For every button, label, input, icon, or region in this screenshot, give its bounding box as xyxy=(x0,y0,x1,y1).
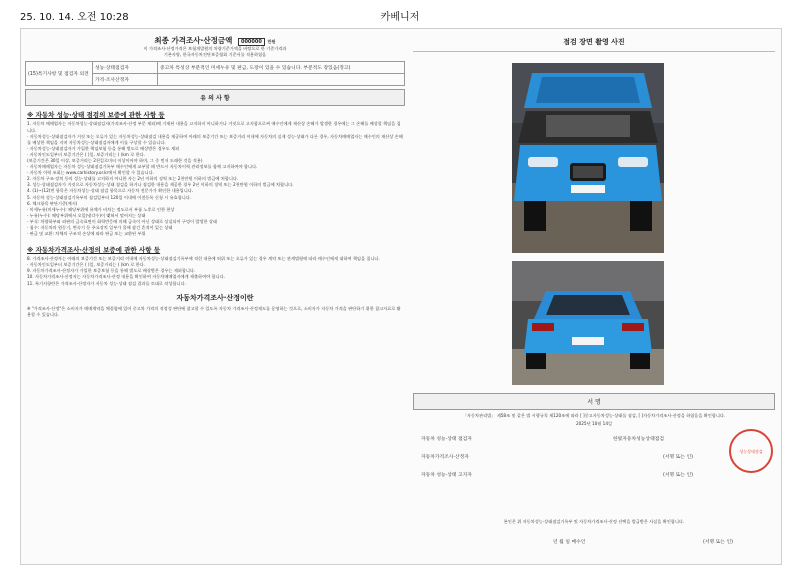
section2-item: · 자동차인도일부터 보증기간은 ( )일, 보증거리는 ( )km 로 한다. xyxy=(27,262,146,268)
price-unit: 만원 xyxy=(267,39,276,44)
sig-row1-value: 한빛자동차성능상태점검 xyxy=(613,437,664,443)
sig-row3-value: (서명 또는 인) xyxy=(663,473,693,479)
section2-title: ※ 자동차가격조사·산정의 보증에 관한 사항 등 xyxy=(27,246,161,255)
section1-item: · 침수: 자동차의 원동기, 변속기 등 주요장치 일부가 물에 잠긴 흔적이 있는 상태 xyxy=(27,225,173,230)
section1-title: ※ 자동차 성능·상태 점검의 보증에 관한 사항 등 xyxy=(27,111,165,120)
rear-photo-drawing xyxy=(512,261,664,385)
section2-item: 8. 가격조사·산정자는 아래의 보증기간 또는 보증거리 이내에 자동차성능·상태점검기록부에 적힌 내용에 허위 또는 오류가 있는 경우 계약 또는 관계법령에 따라 매수인에게 대하여 책임을 집니다. xyxy=(27,256,380,262)
photo-section-title: 점검 장면 촬영 사진 xyxy=(413,33,775,52)
final-section-text: ※ "가격조사·산정"은 소비자가 매매계약을 체결함에 있어 중고차 가격의 적정성 판단에 참고할 수 있도록 자동차 가격조사·산정제도를 운영하는 것으로, 소비자가 자동차 가격을 판단하기 위한 참고자료로 활용할 수 있습니다. xyxy=(27,305,401,317)
price-amount-box: 000000 xyxy=(238,38,265,46)
sig-row3-label: 자동차 성능·상태 고지자 xyxy=(421,473,472,479)
remarks-head: (15)특기사항 및 점검자 의견 xyxy=(26,62,93,86)
print-timestamp: 25. 10. 14. 오전 10:28 xyxy=(20,12,129,23)
section2-item: 11. 특기사항란은 가격조사·산정자가 자동차 성능·상태 점검 결과를 토대로 작성합니다. xyxy=(27,280,186,286)
section1-item: · 자동차매매업자는 자동차 성능·상태점검기록부 매수인에게 교부할 때 반드시 자동차이력 관리정보를 함께 고지하여야 합니다. xyxy=(27,164,258,170)
signature-section xyxy=(413,393,775,552)
receipt-confirm-text: 본인은 위 자동차성능·상태점검기록부 및 자동차가격조사·산정 선택을 발급받은 사실을 확인합니다. xyxy=(503,519,685,525)
section1-item: 1. 자동차 매매업자는 자동차성능·상태점검자(가격조사·산정 부문 제외)에 기재된 내용을 고지하지 아니하거나 거짓으로 고지함으로써 매수인에게 재산상 손해가 발생한 경우에는 그 손해를 배상할 책임을 집니다. xyxy=(27,121,401,133)
right-column xyxy=(413,33,775,559)
section1-item: · 자동차성능·상태점검자가 가입한 책임보험 등을 통해 별도로 배상받은 경우도 제외 xyxy=(27,145,180,151)
sig-row2-label: 자동차가격조사·산정자 xyxy=(421,455,469,461)
print-header xyxy=(0,0,800,28)
section1-body xyxy=(27,121,403,237)
appraiser-label: 가격·조사산정자 xyxy=(93,74,158,86)
left-column xyxy=(25,33,405,559)
section1-item: · 자동차 이력 조회는 www.carhistory.or.kr에서 확인할 수 있습니다. xyxy=(27,170,155,176)
section1-item: · 부식: 차량하부와 외판의 금속표면이 화학반응에 의해 금속이 아닌 상태로 상실되어 구멍이 발생한 상태 xyxy=(27,218,217,224)
section1-item: · 판금 및 교환: 차체의 구조적 손상에 따라 판금 또는 교환된 부위 xyxy=(27,231,146,237)
section1-item: 6. 체크항목 판단기준(예시) xyxy=(27,200,78,206)
inspector-label: 성능·상태점검자 xyxy=(93,62,158,74)
sig-row1-label: 자동차 성능·상태 점검자 xyxy=(421,437,472,443)
engine-bay-photo-drawing xyxy=(512,63,664,253)
buyer-sign-hint: (서명 또는 인) xyxy=(703,539,733,545)
appraiser-opinion xyxy=(158,74,405,86)
section1-item: 2. 자동차 구조·장치 등의 성능·상태를 고지하지 아니한 자는 2년 이하의 징역 또는 2천만원 이하의 벌금에 처합니다. xyxy=(27,176,239,182)
print-page-title: 카베니저 xyxy=(380,12,420,23)
signature-title: 서 명 xyxy=(413,393,775,410)
section2-item: 10. 자동차가격조사·산정자는 자동차가격조사·산정 내용을 확인하여 자동차매매업자에게 제출하여야 합니다. xyxy=(27,274,225,280)
price-desc-line2: 기본사양, 한국자동차진단보증협회 기준서를 적용하였음 xyxy=(163,52,267,58)
section1-item: 4. (1)~(12)번 항목은 자동차성능·상태 점검 항목으로 자동차 전문가가 확인한 내용입니다. xyxy=(27,188,194,194)
inspection-seal-stamp xyxy=(729,429,773,473)
section1-item: (보증기간은 30일 이상, 보증거리는 2천킬로미터 이상이어야 하며, 그 중 먼저 도래한 것을 적용) xyxy=(27,157,203,163)
document-page xyxy=(20,28,782,565)
section1-item: 5. 자동차 성능·상태점검기록부의 점검일부터 120일 이내에 이전등록 신청 시 유효합니다. xyxy=(27,194,192,200)
final-section-title: 자동차가격조사·산정이란 xyxy=(176,293,254,302)
section2-item: 9. 자동차가격조사·산정자가 가입한 보증보험 등을 통해 별도로 배상받은 경우는 제외합니다. xyxy=(27,268,196,274)
section1-item: · 누유(누수): 해당부위에서 오일(냉각수)이 맺혀서 떨어지는 상태 xyxy=(27,212,146,218)
final-price-title: 최종 가격조사·산정금액 000000 만원 xyxy=(154,36,276,45)
section2-body xyxy=(27,256,403,286)
stamp-text: 성능상태점검 xyxy=(739,448,763,454)
rear-photo xyxy=(512,261,664,385)
signature-date: 2025년 10월 14일 xyxy=(575,421,613,427)
buyer-sign-line: 년 월 일 매수인 xyxy=(553,539,586,545)
sig-row2-value: (서명 또는 인) xyxy=(663,455,693,461)
remarks-table xyxy=(25,61,405,86)
price-desc-line1: 이 가격조사·산정가격은 보험개발원의 차량기준가액을 바탕으로 한 기준가격과 xyxy=(143,46,287,51)
inspector-opinion: 중고차 특성상 부분적인 미세누유 및 판금, 도장이 있을 수 있습니다. 부분적도 장있음(정고) xyxy=(158,62,405,74)
engine-bay-photo xyxy=(512,63,664,253)
section1-item: · 자동차성능·상태점검자가 거짓 또는 오류가 있는 자동차성능·상태점검 내용을 제공하여 아래의 보증기간 또는 보증거리 이내에 자동차의 실제 성능·상태가 다른 경우, 자동차매매업자는 매수인의 재산상 손해를 배상한 책임을 지며 자동차성능·상태점검자에게 이를 구상할 수 있습니다. xyxy=(27,133,403,145)
notice-title: 유 의 사 항 xyxy=(25,89,405,106)
signature-law-text: 「자동차관리법」 제58조 및 같은 법 시행규칙 제120조에 따라 [ ]중고자동차성능·상태를 점검, [ ]자동차가격조사·산정을 하였음을 확인합니다. xyxy=(462,413,726,418)
section1-item: · 미세누유(미세누수): 해당부위에 유체가 비치는 정도로서 부품 노후로 인한 현상 xyxy=(27,206,175,212)
section1-item: 3. 성능·상태점검자가 거짓으로 자동차성능·상태 점검을 하거나 점검한 내용을 제공한 경우 2년 이하의 징역 또는 2천만원 이하의 벌금에 처합니다. xyxy=(27,182,294,188)
section1-item: · 자동차인도일부터 보증기간은 ( )일, 보증거리는 ( )km 로 한다. xyxy=(27,151,146,157)
